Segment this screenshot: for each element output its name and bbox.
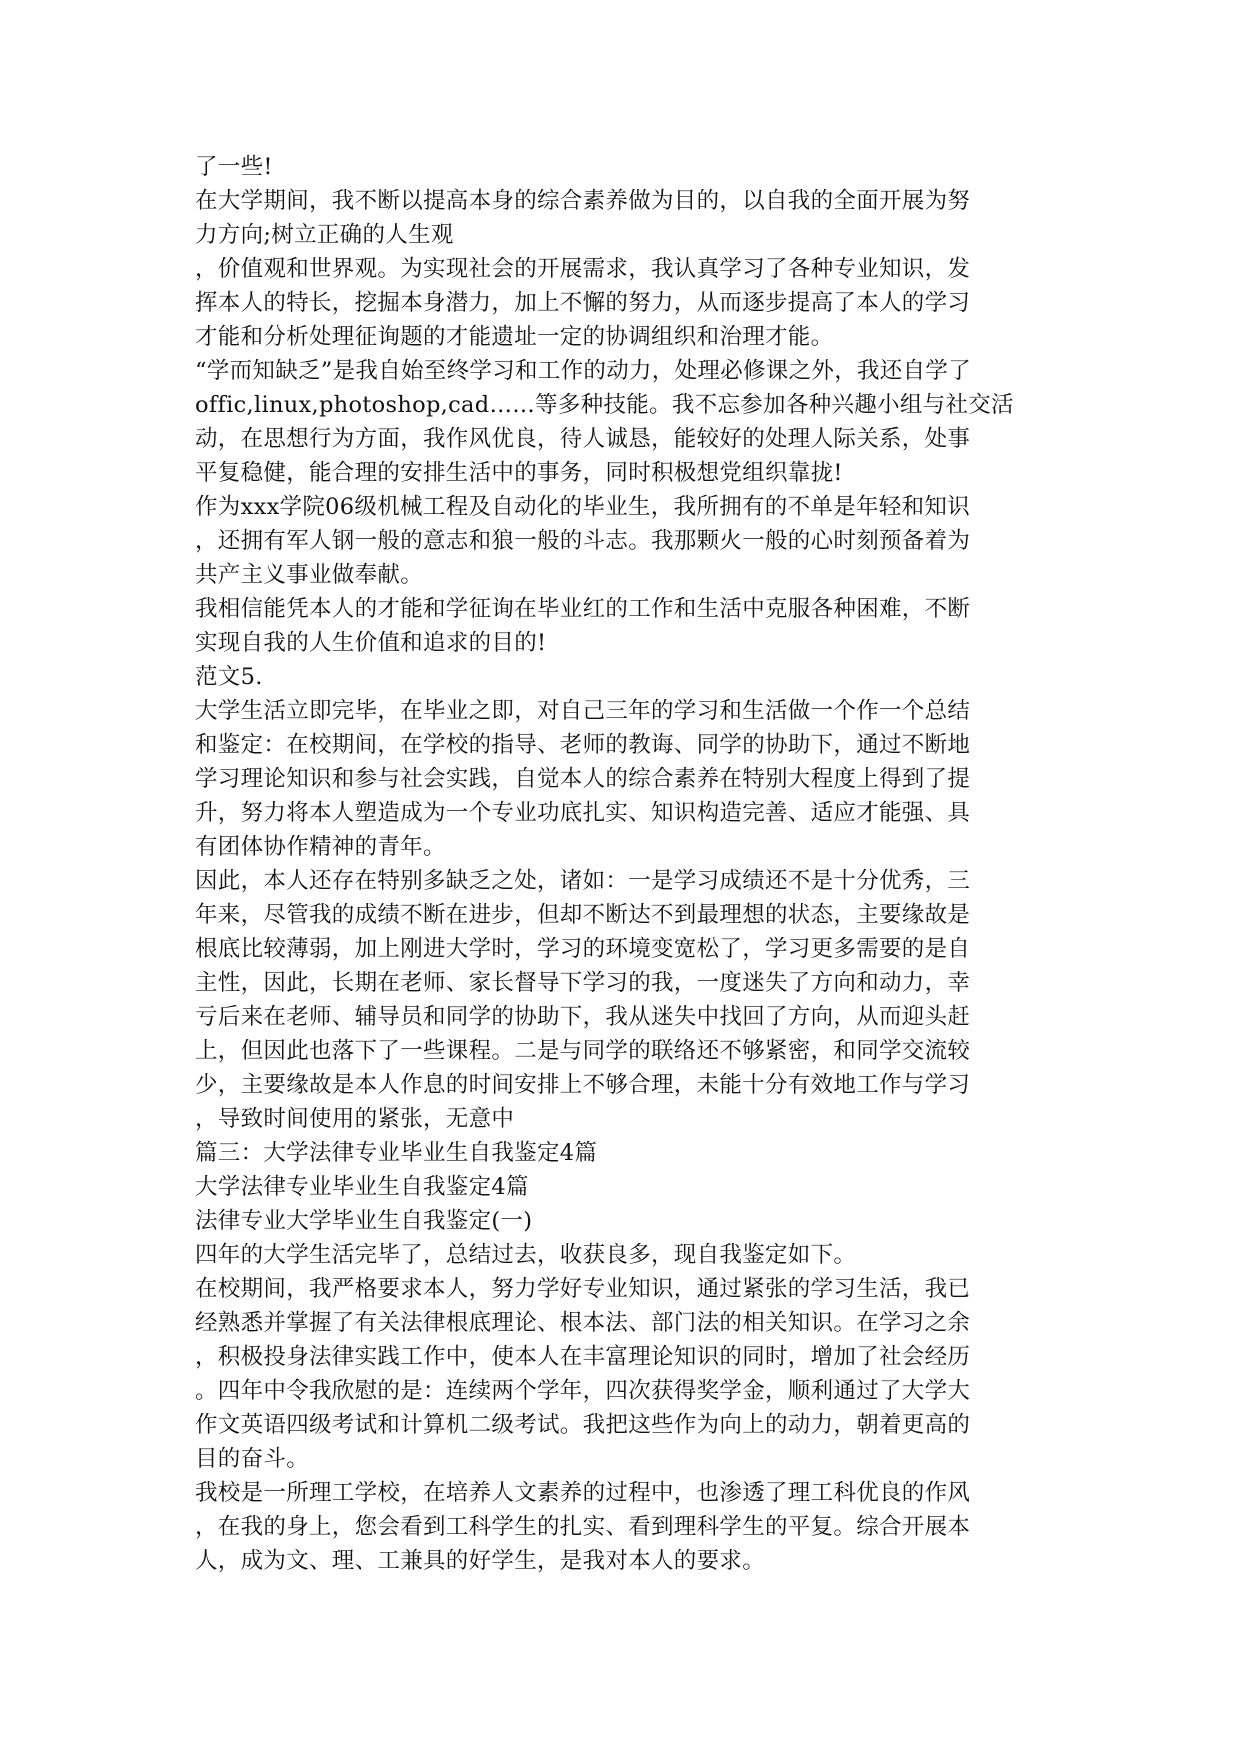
text-line: 。四年中令我欣慰的是：连续两个学年，四次获得奖学金，顺利通过了大学大 [195, 1378, 971, 1404]
text-line: ，价值观和世界观。为实现社会的开展需求，我认真学习了各种专业知识，发 [195, 256, 971, 282]
text-line: 作为xxx学院06级机械工程及自动化的毕业生，我所拥有的不单是年轻和知识 [195, 494, 970, 520]
text-line: 年来，尽管我的成绩不断在进步，但却不断达不到最理想的状态，主要缘故是 [195, 902, 971, 928]
text-line: 上，但因此也落下了一些课程。二是与同学的联络还不够紧密，和同学交流较 [195, 1038, 971, 1064]
text-line: 四年的大学生活完毕了，总结过去，收获良多，现自我鉴定如下。 [195, 1242, 857, 1268]
text-line: 在大学期间，我不断以提高本身的综合素养做为目的，以自我的全面开展为努 [195, 188, 971, 214]
text-line: 升，努力将本人塑造成为一个专业功底扎实、知识构造完善、适应才能强、具 [195, 800, 971, 826]
text-line: “学而知缺乏”是我自始至终学习和工作的动力，处理必修课之外，我还自学了 [195, 358, 972, 384]
text-line: ，还拥有军人钢一般的意志和狼一般的斗志。我那颗火一般的心时刻预备着为 [195, 528, 971, 554]
text-line: 和鉴定：在校期间，在学校的指导、老师的教诲、同学的协助下，通过不断地 [195, 732, 971, 758]
text-line: offic,linux,photoshop,cad……等多种技能。我不忘参加各种兴趣小组与社交活 [195, 392, 1014, 418]
text-line: 主性，因此，长期在老师、家长督导下学习的我，一度迷失了方向和动力，幸 [195, 970, 971, 996]
text-line: 才能和分析处理征询题的才能遗址一定的协调组织和治理才能。 [195, 324, 834, 350]
text-line: 共产主义事业做奉献。 [195, 562, 424, 588]
text-line: 因此，本人还存在特别多缺乏之处，诸如：一是学习成绩还不是十分优秀，三 [195, 868, 971, 894]
text-line: 目的奋斗。 [195, 1446, 310, 1472]
text-line: 作文英语四级考试和计算机二级考试。我把这些作为向上的动力，朝着更高的 [195, 1412, 971, 1438]
section-heading: 范文5. [195, 664, 263, 690]
text-line: 人，成为文、理、工兼具的好学生，是我对本人的要求。 [195, 1548, 766, 1574]
section-heading: 法律专业大学毕业生自我鉴定(一) [195, 1208, 533, 1234]
text-line: 少，主要缘故是本人作息的时间安排上不够合理，未能十分有效地工作与学习 [195, 1072, 971, 1098]
text-line: 学习理论知识和参与社会实践，自觉本人的综合素养在特别大程度上得到了提 [195, 766, 971, 792]
text-line: 有团体协作精神的青年。 [195, 834, 446, 860]
text-line: 我相信能凭本人的才能和学征询在毕业红的工作和生活中克服各种困难，不断 [195, 596, 971, 622]
text-line: 了一些! [195, 154, 273, 180]
text-line: 动，在思想行为方面，我作风优良，待人诚恳，能较好的处理人际关系，处事 [195, 426, 971, 452]
text-line: 根底比较薄弱，加上刚进大学时，学习的环境变宽松了，学习更多需要的是自 [195, 936, 971, 962]
text-line: 大学生活立即完毕，在毕业之即，对自己三年的学习和生活做一个作一个总结 [195, 698, 971, 724]
text-line: 亏后来在老师、辅导员和同学的协助下，我从迷失中找回了方向，从而迎头赶 [195, 1004, 971, 1030]
text-line: ，积极投身法律实践工作中，使本人在丰富理论知识的同时，增加了社会经历 [195, 1344, 971, 1370]
section-heading: 大学法律专业毕业生自我鉴定4篇 [195, 1174, 529, 1200]
text-line: 经熟悉并掌握了有关法律根底理论、根本法、部门法的相关知识。在学习之余 [195, 1310, 971, 1336]
text-line: 实现自我的人生价值和追求的目的! [195, 630, 547, 656]
text-line: 在校期间，我严格要求本人，努力学好专业知识，通过紧张的学习生活，我已 [195, 1276, 971, 1302]
text-line: 平复稳健，能合理的安排生活中的事务，同时积极想党组织靠拢! [195, 460, 843, 486]
document-body [195, 150, 1055, 1578]
section-heading: 篇三：大学法律专业毕业生自我鉴定4篇 [195, 1140, 598, 1166]
text-line: ，在我的身上，您会看到工科学生的扎实、看到理科学生的平复。综合开展本 [195, 1514, 971, 1540]
text-line: 我校是一所理工学校，在培养人文素养的过程中，也渗透了理工科优良的作风 [195, 1480, 971, 1506]
text-line: 力方向;树立正确的人生观 [195, 222, 454, 248]
text-line: ，导致时间使用的紧张，无意中 [195, 1106, 515, 1132]
text-line: 挥本人的特长，挖掘本身潜力，加上不懈的努力，从而逐步提高了本人的学习 [195, 290, 971, 316]
